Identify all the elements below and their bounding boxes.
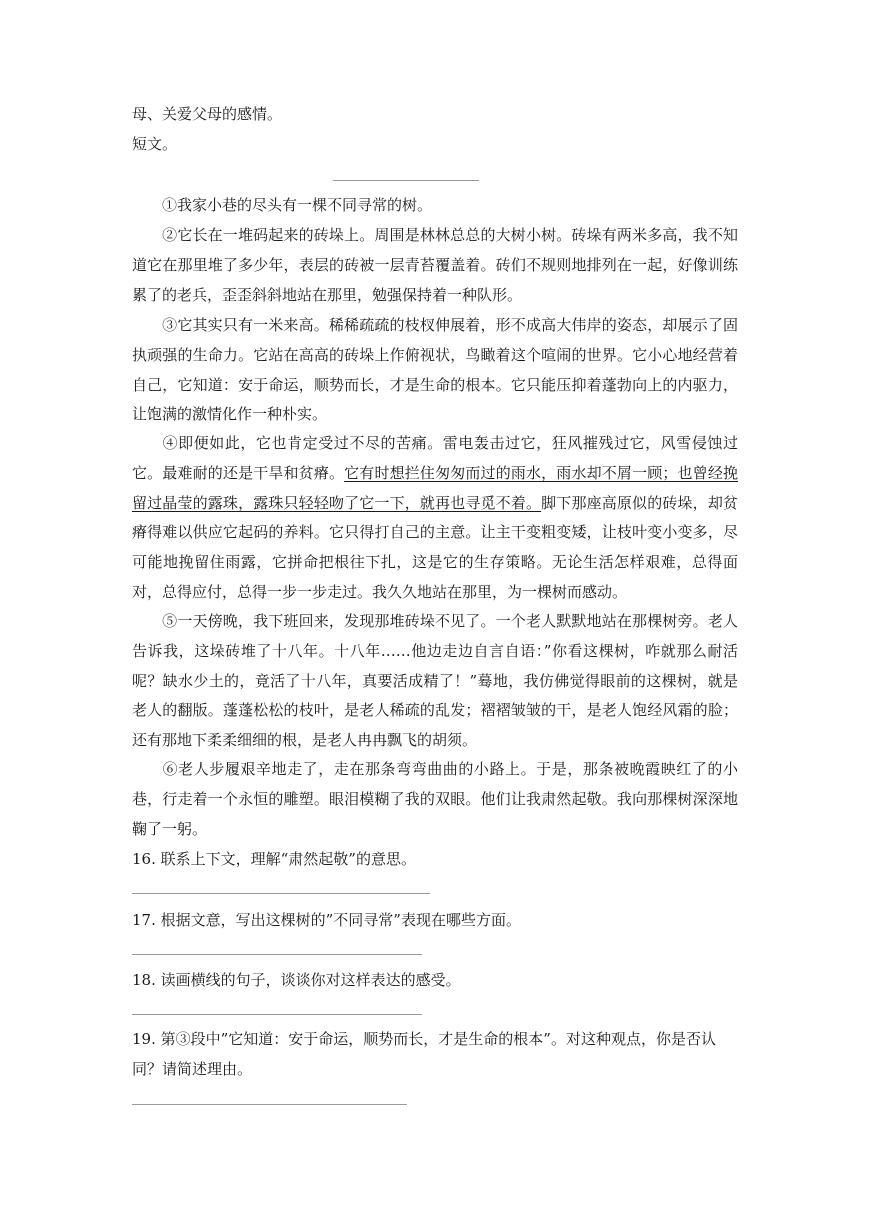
answer-line-19[interactable] [132,1104,407,1105]
paragraph-text: ⑤一天傍晚，我下班回来，发现那堆砖垛不见了。一个老人默默地站在那棵树旁。老人告诉我，这垛砖堆了十八年。十八年……他边走边自言自语：”你看这棵树，咋就那么耐活呢？缺水少土的，竟活了十八年，真要活成精了！”蓦地，我仿佛觉得眼前的这棵树，就是老人的翻版。蓬蓬松松的枝叶，是老人稀疏的乱发；褶褶皱皱的干，是老人饱经风霜的脸；还有那地下柔柔细细的根，是老人冉冉飘飞的胡须。 [132,612,738,750]
answer-line-18[interactable] [132,1014,422,1015]
paragraph-text: ②它长在一堆码起来的砖垛上。周围是林林总总的大树小树。砖垛有两米多高，我不知道它在那里堆了多少年，表层的砖被一层青苔覆盖着。砖们不规则地排列在一起，好像训练累了的老兵，歪歪斜斜地站在那里，勉强保持着一种队形。 [132,226,738,304]
passage-paragraph-5 [132,607,738,756]
answer-line-17[interactable] [132,954,422,955]
intro-line-2: 短文。 [132,135,178,153]
question-17: 17. 根据文意，写出这棵树的”不同寻常”表现在哪些方面。 [132,911,521,929]
separator-line [333,180,479,181]
question-18: 18. 读画横线的句子，谈谈你对这样表达的感受。 [132,971,461,989]
underlined-sentence: 它有时想拦住匆匆而过的雨水，雨水却不屑一顾；也曾经挽留过晶莹的露珠，露珠只轻轻吻了它一下，就再也寻觅不着。 [132,463,738,512]
passage-paragraph-2 [132,221,738,310]
passage-paragraph-1 [132,191,738,221]
intro-line-1: 母、关爱父母的感情。 [132,105,283,123]
paragraph-text: ①我家小巷的尽头有一棵不同寻常的树。 [162,196,433,214]
question-19-line-1: 19. 第③段中”它知道：安于命运，顺势而长，才是生命的根本”。对这种观点，你是否认 [132,1030,716,1048]
paragraph-text: ⑥老人步履艰辛地走了，走在那条弯弯曲曲的小路上。于是，那条被晚霞映红了的小巷，行走着一个永恒的雕塑。眼泪模糊了我的双眼。他们让我肃然起敬。我向那棵树深深地鞠了一躬。 [132,760,738,838]
passage-paragraph-3 [132,311,738,430]
question-19-line-2: 同？请简述理由。 [132,1060,253,1078]
question-16: 16. 联系上下文，理解“肃然起敬”的意思。 [132,850,416,868]
paragraph-text: ③它其实只有一米来高。稀稀疏疏的枝杈伸展着，形不成高大伟岸的姿态，却展示了固执顽强的生命力。它站在高高的砖垛上作俯视状，鸟瞰着这个喧闹的世界。它小心地经营着自己，它知道：安于命运，顺势而长，才是生命的根本。它只能压抑着蓬勃向上的内驱力，让饱满的激情化作一种朴实。 [132,316,738,424]
paragraph-text: ④即便如此，它也肯定受过不尽的苦痛。雷电轰击过它，狂风摧残过它，风雪侵蚀过它。最难耐的还是干旱和贫瘠。 [132,434,738,482]
passage-paragraph-4 [132,429,738,608]
paragraph-text: 脚下那座高原似的砖垛，却贫瘠得难以供应它起码的养料。它只得打自己的主意。让主干变粗变矮，让枝叶变小变多，尽可能地挽留住雨露，它拼命把根往下扎，这是它的生存策略。无论生活怎样艰难，总得面对，总得应付，总得一步一步走过。我久久地站在那里，为一棵树而感动。 [132,493,738,601]
answer-line-16[interactable] [132,893,430,894]
passage-paragraph-6 [132,755,738,844]
